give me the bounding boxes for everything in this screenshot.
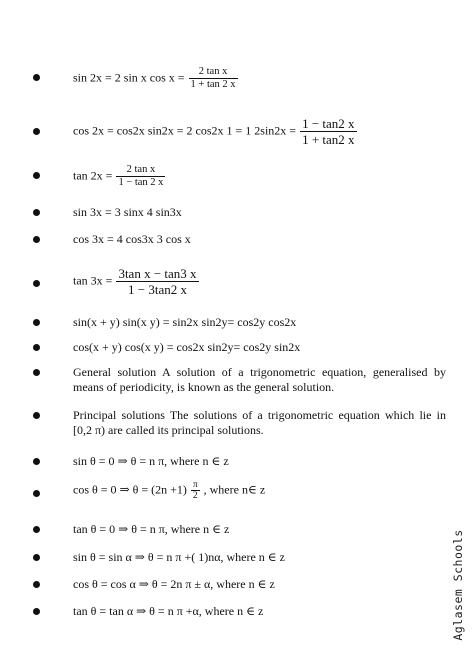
- denominator: 1 − 3tan2 x: [128, 282, 187, 297]
- formula-text: cos(x + y) cos(x y) = cos2x sin2y= cos2y sin2x: [73, 340, 301, 354]
- fraction: [191, 480, 200, 501]
- bullet: [33, 209, 40, 216]
- formula-text: cos 3x = 4 cos3x 3 cos x: [73, 232, 191, 246]
- denominator: 2: [192, 491, 198, 501]
- denominator: 1 − tan 2 x: [118, 177, 164, 188]
- definition-text: Principal solutions The solutions of a trigonometric equation which lie in [0,2 π) are called its principal solutions.: [73, 408, 446, 437]
- watermark: [450, 515, 466, 655]
- denominator: 1 + tan 2 x: [190, 79, 236, 90]
- bullet: [33, 319, 40, 326]
- bullet: [33, 490, 40, 497]
- formula-text: [73, 266, 446, 297]
- bullet: [33, 128, 40, 135]
- bullet: [33, 608, 40, 615]
- formula-text: [73, 116, 446, 147]
- definition-text: General solution A solution of a trigonometric equation, generalised by means of periodicity, is known as the general solution.: [73, 365, 446, 394]
- formula-text: sin 3x = 3 sinx 4 sin3x: [73, 205, 182, 219]
- watermark-text: Aglasem Schools: [451, 529, 465, 641]
- formula-lhs: cos 2x = cos2x sin2x = 2 cos2x 1 = 1 2sin2x =: [73, 123, 297, 138]
- formula-lhs: cos θ = 0 ⇒ θ = (2n +1): [73, 482, 187, 497]
- bullet: [33, 280, 40, 287]
- bullet: [33, 344, 40, 351]
- formula-lhs: tan 3x =: [73, 273, 113, 288]
- formula-text: sin(x + y) sin(x y) = sin2x sin2y= cos2y cos2x: [73, 315, 297, 329]
- numerator: 3tan x − tan3 x: [118, 266, 197, 281]
- bullet: [33, 172, 40, 179]
- bullet: [33, 74, 40, 81]
- bullet: [33, 369, 40, 376]
- formula-text: tan θ = tan α ⇒ θ = n π +α, where n ∈ z: [73, 604, 264, 618]
- fraction: [189, 66, 238, 91]
- formula-rhs: , where n∈ z: [203, 482, 266, 497]
- bullet: [33, 236, 40, 243]
- fraction: [300, 116, 356, 147]
- numerator: 1 − tan2 x: [302, 116, 355, 131]
- bullet: [33, 581, 40, 588]
- numerator: 2 tan x: [116, 164, 165, 177]
- bullet: [33, 554, 40, 561]
- formula-text: cos θ = cos α ⇒ θ = 2n π ± α, where n ∈ z: [73, 577, 275, 591]
- numerator: 2 tan x: [189, 66, 238, 79]
- formula-lhs: tan 2x =: [73, 168, 113, 183]
- formula-text: tan θ = 0 ⇒ θ = n π, where n ∈ z: [73, 522, 230, 536]
- fraction: [116, 266, 198, 297]
- numerator: π: [192, 480, 198, 490]
- formula-text: sin θ = 0 ⇒ θ = n π, where n ∈ z: [73, 454, 229, 468]
- denominator: 1 + tan2 x: [302, 132, 355, 147]
- formula-text: [73, 480, 446, 501]
- formula-text: sin θ = sin α ⇒ θ = n π +( 1)nα, where n ∈ z: [73, 550, 286, 564]
- formula-text: [73, 164, 446, 189]
- bullet: [33, 412, 40, 419]
- formula-lhs: sin 2x = 2 sin x cos x =: [73, 70, 185, 85]
- bullet: [33, 526, 40, 533]
- bullet: [33, 458, 40, 465]
- formula-text: [73, 66, 446, 91]
- fraction: [116, 164, 165, 189]
